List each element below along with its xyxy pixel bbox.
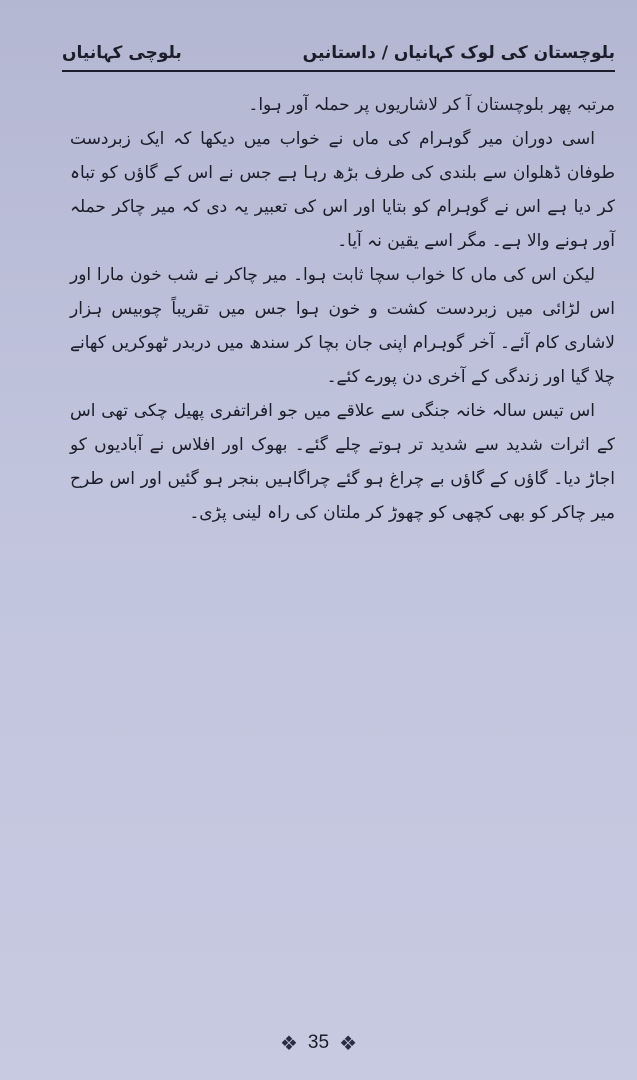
paragraph: اسی دوران میر گوہرام کی ماں نے خواب میں دیکھا کہ ایک زبردست طوفان ڈھلوان سے بلندی کی طرف بڑھ رہا ہے جس نے اس کے گاؤں کو تباہ کر دیا ہے اس نے گوہرام کو بتایا اور اس کی تعبیر یہ دی کہ میر چاکر حملہ آور ہونے والا ہے۔ مگر اسے یقین نہ آیا۔ xyxy=(70,129,615,251)
page-footer xyxy=(0,1028,637,1058)
section-title: بلوچی کہانیاں xyxy=(62,43,182,63)
paragraph: اس تیس سالہ خانہ جنگی سے علاقے میں جو افراتفری پھیل چکی تھی اس کے اثرات شدید سے شدید تر ہوتے چلے گئے۔ بھوک اور افلاس نے آبادیوں کو اجاڑ دیا۔ گاؤں کے گاؤں بے چراغ ہو گئے چراگاہیں بنجر ہو گئیں اور اس طرح میر چاکر کو بھی کچھی کو چھوڑ کر ملتان کی راہ لینی پڑی۔ xyxy=(70,401,615,523)
paragraph: مرتبہ پھر بلوچستان آ کر لاشاریوں پر حملہ آور ہوا۔ xyxy=(248,95,615,115)
ornament-right-icon: ❖ xyxy=(339,1031,357,1055)
page-header xyxy=(62,40,615,70)
book-title: بلوچستان کی لوک کہانیاں / داستانیں xyxy=(302,43,615,63)
page-number: 35 xyxy=(307,1032,330,1053)
ornament-left-icon: ❖ xyxy=(279,1031,298,1055)
paragraph: لیکن اس کی ماں کا خواب سچا ثابت ہوا۔ میر چاکر نے شب خون مارا اور اس لڑائی میں زبردست کشت و خون ہوا جس میں تقریباً چوبیس ہزار لاشاری کام آئے۔ آخر گوہرام اپنی جان بچا کر سندھ میں دربدر ٹھوکریں کھانے چلا گیا اور زندگی کے آخری دن پورے کئے۔ xyxy=(70,265,615,387)
page-body xyxy=(70,88,615,530)
header-rule xyxy=(62,70,615,72)
